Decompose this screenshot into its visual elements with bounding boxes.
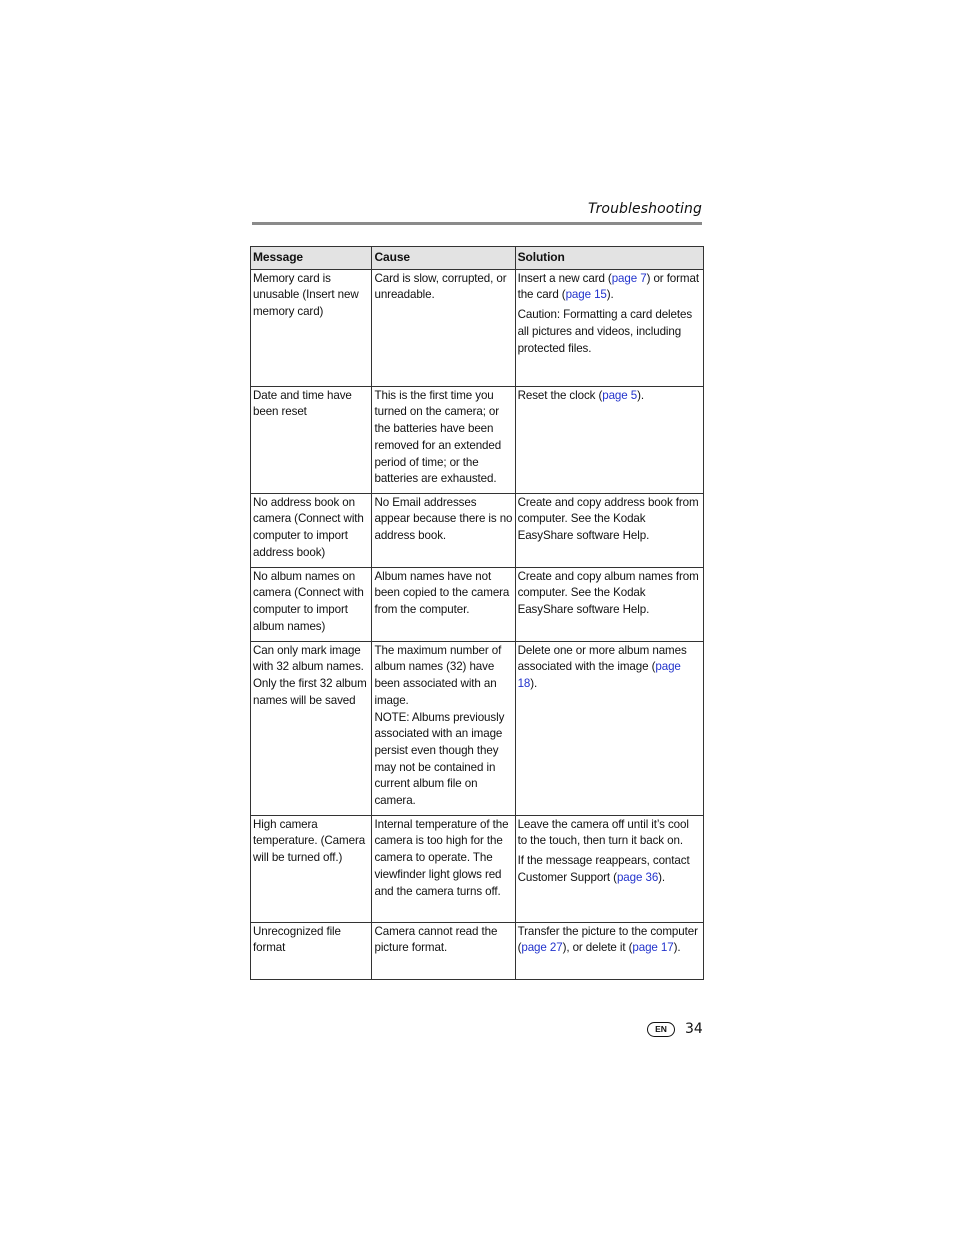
solution-cell xyxy=(515,269,703,386)
solution-cell xyxy=(515,922,703,979)
solution-text: ). xyxy=(658,870,666,884)
solution-text: ) or format the card ( xyxy=(517,271,699,302)
solution-paragraph xyxy=(518,388,701,405)
table-row xyxy=(251,493,704,567)
page-link[interactable]: page 17 xyxy=(632,941,674,955)
solution-text: ). xyxy=(637,388,644,402)
solution-text: Insert a new card ( xyxy=(517,271,612,285)
solution-paragraph xyxy=(518,271,701,304)
cause-cell: Album names have not been copied to the camera from the computer. xyxy=(372,567,515,641)
solution-text: ), or delete it ( xyxy=(562,941,633,955)
page-link[interactable]: page 36 xyxy=(616,870,659,884)
solution-cell xyxy=(515,386,703,493)
cause-cell: Card is slow, corrupted, or unreadable. xyxy=(372,269,515,386)
language-badge: EN xyxy=(647,1022,675,1037)
message-cell: Date and time have been reset xyxy=(251,386,372,493)
solution-paragraph xyxy=(518,924,701,957)
table-row xyxy=(251,386,704,493)
table-row xyxy=(251,922,704,979)
solution-text: Reset the clock ( xyxy=(517,388,603,402)
page-link[interactable]: page 15 xyxy=(565,288,607,302)
running-header-title: Troubleshooting xyxy=(588,201,702,217)
column-header-message: Message xyxy=(251,247,372,270)
solution-cell: Create and copy address book from computer. See the Kodak EasyShare software Help. xyxy=(515,493,703,567)
solution-text: If the message reappears, contact Customer Support ( xyxy=(517,854,690,884)
solution-text: Delete one or more album names associated with the image ( xyxy=(517,643,687,674)
table-row xyxy=(251,567,704,641)
table-row xyxy=(251,815,704,922)
cause-cell: No Email addresses appear because there is no address book. xyxy=(372,493,515,567)
message-cell: No address book on camera (Connect with computer to import address book) xyxy=(251,493,372,567)
message-cell: Memory card is unusable (Insert new memory card) xyxy=(251,269,372,386)
solution-paragraph: Leave the camera off until it’s cool to the touch, then turn it back on. xyxy=(517,817,689,848)
message-cell: High camera temperature. (Camera will be turned off.) xyxy=(251,815,372,922)
page-link[interactable]: page 7 xyxy=(611,271,647,285)
solution-cell xyxy=(515,641,703,815)
solution-paragraph xyxy=(518,853,701,886)
solution-cell: Create and copy album names from computer. See the Kodak EasyShare software Help. xyxy=(515,567,703,641)
column-header-solution: Solution xyxy=(515,247,703,270)
troubleshooting-table xyxy=(250,246,704,980)
cause-paragraph: The maximum number of album names (32) have been associated with an image. xyxy=(374,643,502,707)
solution-caution: Caution: Formatting a card deletes all pictures and videos, including protected files. xyxy=(517,308,693,355)
cause-cell: Camera cannot read the picture format. xyxy=(372,922,515,979)
table-row xyxy=(251,641,704,815)
solution-text: ). xyxy=(530,677,538,691)
page-link[interactable]: page 18 xyxy=(517,660,681,691)
table-header-row xyxy=(251,247,704,270)
solution-text: Transfer the picture to the computer ( xyxy=(517,924,698,955)
column-header-cause: Cause xyxy=(372,247,515,270)
cause-cell xyxy=(372,641,515,815)
table-row xyxy=(251,269,704,386)
solution-paragraph xyxy=(518,643,701,693)
solution-text: ). xyxy=(673,941,681,955)
solution-text: ). xyxy=(606,288,614,302)
page-number: 34 xyxy=(685,1021,703,1037)
page-link[interactable]: page 27 xyxy=(521,941,563,955)
header-divider xyxy=(252,222,702,225)
cause-cell: Internal temperature of the camera is too high for the camera to operate. The viewfinder light glows red and the camera turns off. xyxy=(372,815,515,922)
cause-note: NOTE: Albums previously associated with an image persist even though they may not be contained in current album file on camera. xyxy=(374,710,505,808)
message-cell: No album names on camera (Connect with computer to import album names) xyxy=(251,567,372,641)
message-cell: Unrecognized file format xyxy=(251,922,372,979)
solution-cell xyxy=(515,815,703,922)
cause-cell: This is the first time you turned on the camera; or the batteries have been removed for an extended period of time; or the batteries are exhausted. xyxy=(372,386,515,493)
page-link[interactable]: page 5 xyxy=(602,388,638,402)
message-cell: Can only mark image with 32 album names. Only the first 32 album names will be saved xyxy=(251,641,372,815)
